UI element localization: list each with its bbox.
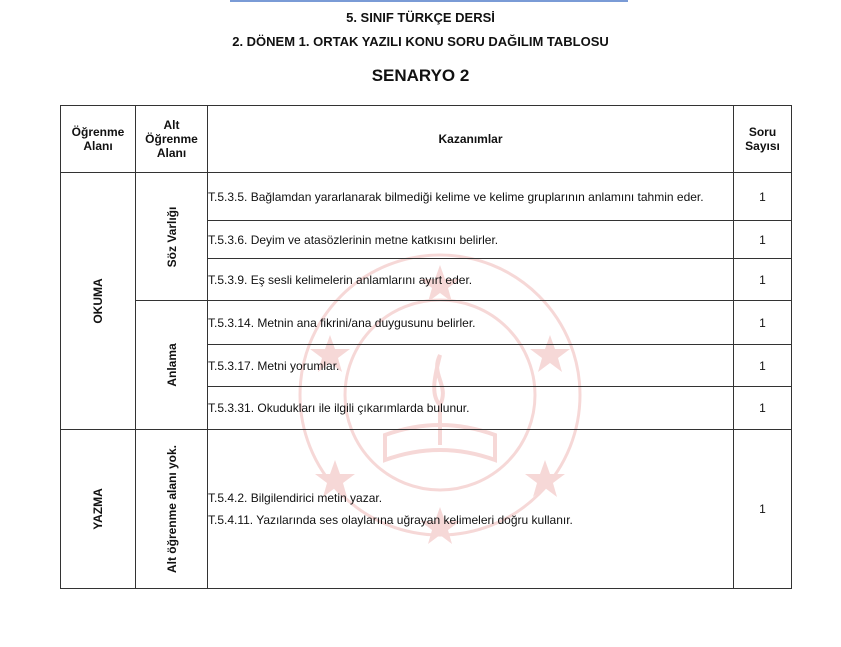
table-row [61, 173, 792, 221]
question-count-cell: 1 [734, 430, 792, 589]
outcome-cell: T.5.3.6. Deyim ve atasözlerinin metne katkısını belirler. [208, 221, 734, 259]
course-title: 5. SINIF TÜRKÇE DERSİ [346, 10, 495, 25]
table-header-row [61, 106, 792, 173]
learning-area-label: YAZMA [91, 488, 105, 530]
question-count-cell: 1 [734, 259, 792, 301]
outcome-cell: T.5.3.5. Bağlamdan yararlanarak bilmediği kelime ve kelime gruplarının anlamını tahmin eder. [208, 173, 734, 221]
sub-area-label: Anlama [164, 343, 179, 387]
table-row [61, 301, 792, 345]
outcome-line: T.5.4.11. Yazılarında ses olaylarına uğrayan kelimeleri doğru kullanır. [208, 513, 573, 527]
question-count-cell: 1 [734, 301, 792, 345]
outcome-cell: T.5.3.31. Okudukları ile ilgili çıkarımlarda bulunur. [208, 387, 734, 430]
outcome-cell [208, 430, 734, 589]
sub-area-label: Alt öğrenme alanı yok. [164, 444, 179, 574]
question-count-cell: 1 [734, 221, 792, 259]
question-count-cell: 1 [734, 345, 792, 387]
sub-area-cell [136, 301, 208, 430]
scenario-title: SENARYO 2 [371, 66, 470, 85]
learning-area-label: OKUMA [91, 278, 105, 324]
topic-distribution-table [60, 105, 792, 589]
outcomes-header: Kazanımlar [208, 106, 734, 173]
document-title: 2. DÖNEM 1. ORTAK YAZILI KONU SORU DAĞILIM TABLOSU [232, 34, 609, 49]
question-count-cell: 1 [734, 387, 792, 430]
sub-area-label: Söz Varlığı [164, 206, 179, 267]
outcome-cell: T.5.3.17. Metni yorumlar. [208, 345, 734, 387]
sub-area-cell [136, 430, 208, 589]
question-count-cell: 1 [734, 173, 792, 221]
question-count-header: Soru Sayısı [734, 106, 792, 173]
sub-learning-area-header: Alt Öğrenme Alanı [136, 106, 208, 173]
outcome-line: T.5.4.2. Bilgilendirici metin yazar. [208, 491, 383, 505]
outcome-cell: T.5.3.9. Eş sesli kelimelerin anlamlarını ayırt eder. [208, 259, 734, 301]
outcome-cell: T.5.3.14. Metnin ana fikrini/ana duygusunu belirler. [208, 301, 734, 345]
learning-area-cell [61, 430, 136, 589]
sub-area-cell [136, 173, 208, 301]
learning-area-cell [61, 173, 136, 430]
top-rule [230, 0, 628, 2]
table-row [61, 430, 792, 589]
learning-area-header: Öğrenme Alanı [61, 106, 136, 173]
